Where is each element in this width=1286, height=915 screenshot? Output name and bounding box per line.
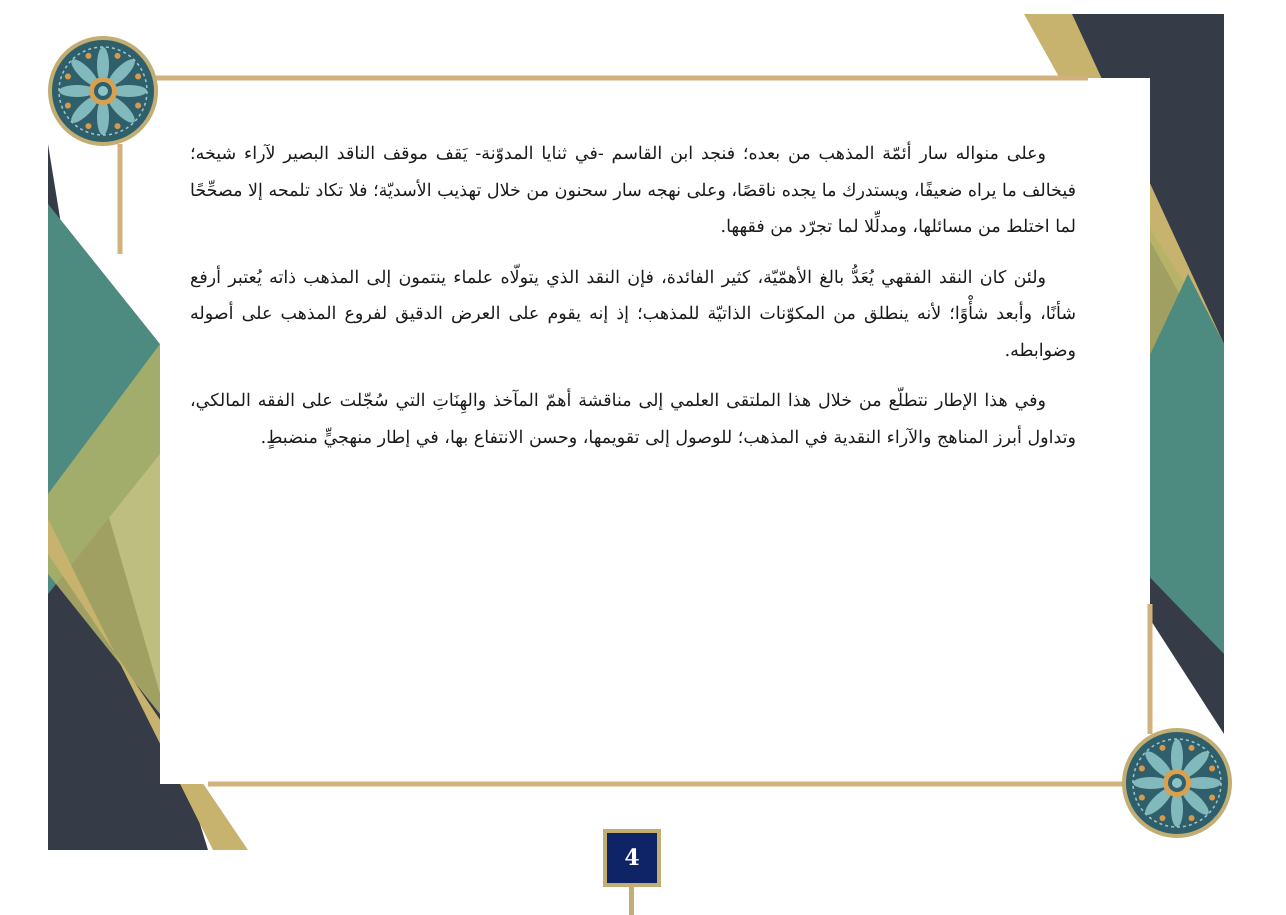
body-text bbox=[190, 136, 1076, 470]
arabesque-rosette-icon bbox=[48, 36, 158, 146]
arabesque-rosette-icon bbox=[1122, 728, 1232, 838]
paragraph-2: ولئن كان النقد الفقهي يُعَدُّ بالغ الأهمّيّة، كثير الفائدة، فإن النقد الذي يتولّاه علماء ينتمون إلى المذهب ذاته يُعتبر أرفع شأنًا، وأبعد شأْوًا؛ لأنه ينطلق من المكوّنات الذاتيّة للمذهب؛ إذ إنه يقوم على العرض الدقيق لفروع المذهب على أصوله وضوابطه. bbox=[190, 267, 1076, 361]
paragraph-3: وفي هذا الإطار نتطلّع من خلال هذا الملتقى العلمي إلى مناقشة أهمّ المآخذ والهِنَاتِ التي سُجّلت على الفقه المالكي، وتداول أبرز المناهج والآراء النقدية في المذهب؛ للوصول إلى تقويمها، وحسن الانتفاع بها، في إطار منهجيٍّ منضبطٍ. bbox=[190, 391, 1076, 448]
page-number: 4 bbox=[603, 829, 661, 887]
page-number-stem bbox=[629, 887, 634, 915]
paragraph-1: وعلى منواله سار أئمّة المذهب من بعده؛ فنجد ابن القاسم -في ثنايا المدوّنة- يَقف موقف الناقد البصير لآراء شيخه؛ فيخالف ما يراه ضعيفًا، ويستدرك ما يجده ناقصًا، وعلى نهجه سار سحنون من خلال تهذيب الأسديّة؛ فلا تكاد تلمحه إلا مصحِّحًا لما اختلط من مسائلها، ومدلِّلا لما تجرّد من فقهها. bbox=[190, 144, 1076, 237]
